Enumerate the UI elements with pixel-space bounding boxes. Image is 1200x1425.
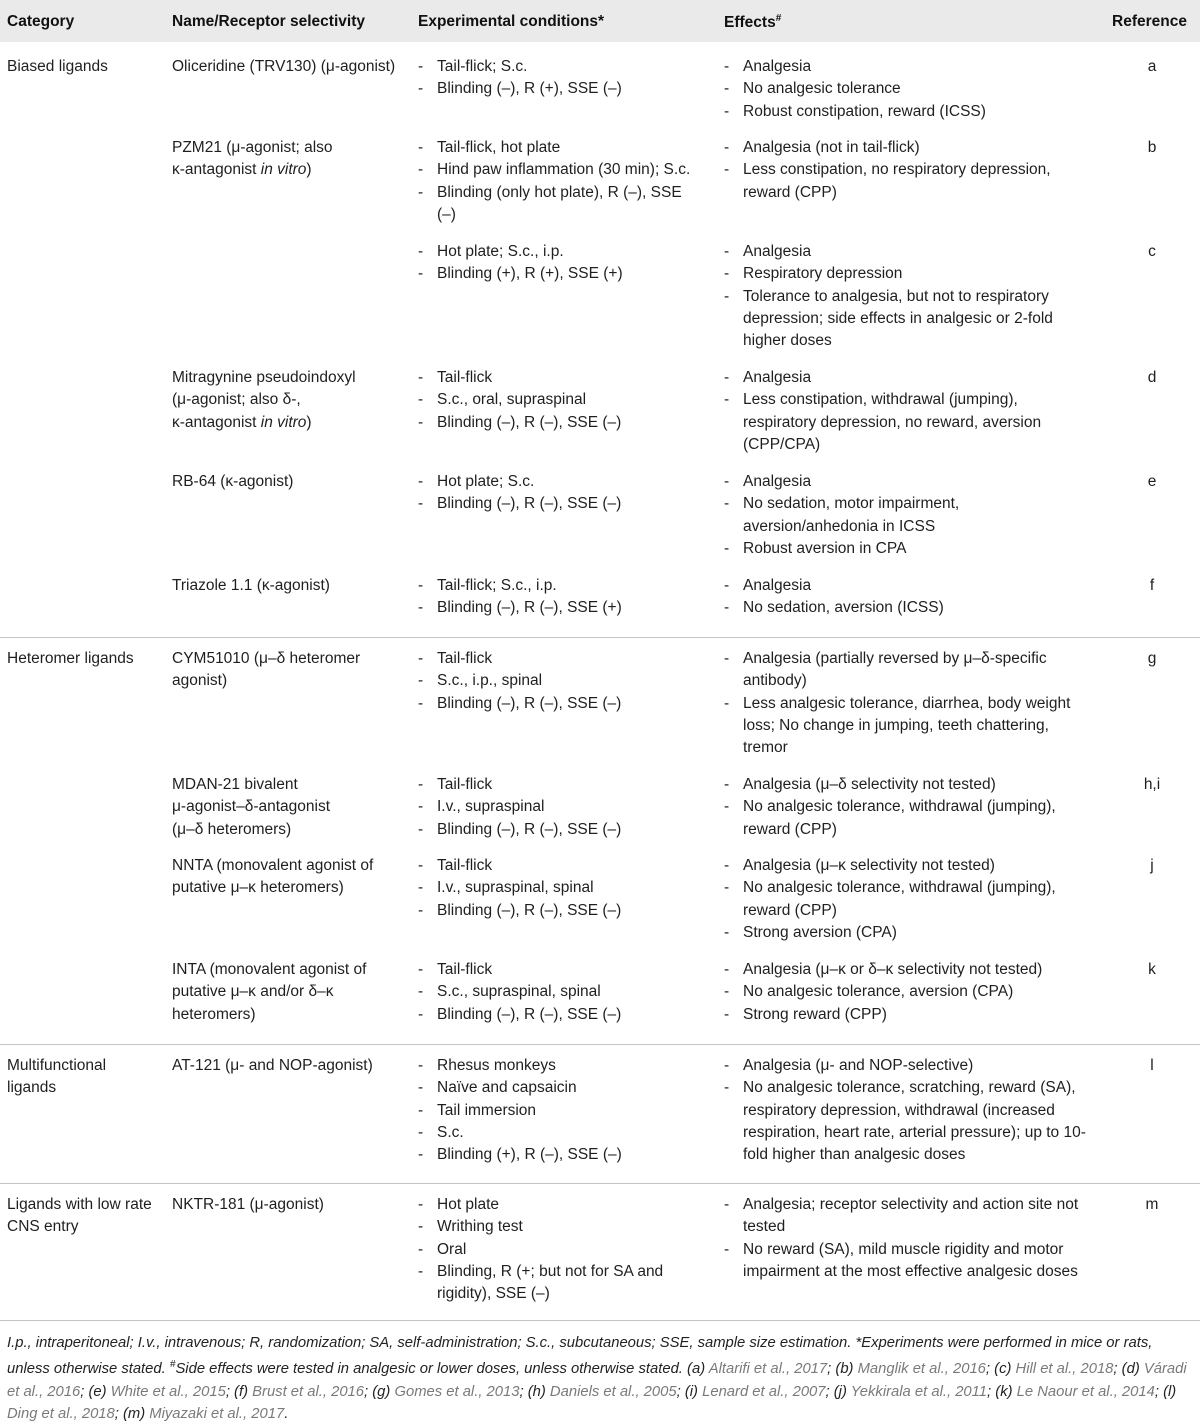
effects-cell (724, 959, 1089, 1026)
group-divider (0, 1183, 1200, 1184)
header-effects: Effects# (724, 13, 782, 32)
effect-item: - Analgesia (724, 575, 1089, 597)
effect-item: - Analgesia (724, 471, 1089, 493)
ligand-name-line: Oliceridine (TRV130) (μ-agonist) (172, 58, 396, 75)
effects-cell (724, 855, 1089, 944)
conditions-cell-list (418, 471, 703, 516)
effects-cell-list (724, 774, 1089, 841)
condition-item: - Naïve and capsaicin (418, 1077, 703, 1099)
effect-item: - Analgesia (μ- and NOP-selective) (724, 1055, 1089, 1077)
group-divider (0, 1320, 1200, 1321)
category-cell: Multifunctional ligands (7, 1057, 107, 1097)
group-divider (0, 637, 1200, 638)
conditions-cell-list (418, 648, 703, 715)
condition-item: - Tail-flick; S.c., i.p. (418, 575, 703, 597)
effects-cell-list (724, 855, 1089, 944)
footnote-citation-link[interactable]: Gomes et al., 2013 (394, 1383, 520, 1400)
ligand-name-cell (172, 648, 407, 693)
effects-cell (724, 56, 1089, 123)
header-name: Name/Receptor selectivity (172, 13, 365, 30)
ligand-name-line: Mitragynine pseudoindoxyl (172, 369, 356, 386)
effects-cell (724, 774, 1089, 841)
effect-item: - Analgesia; receptor selectivity and action site not tested (724, 1194, 1089, 1239)
condition-item: - S.c., i.p., spinal (418, 670, 703, 692)
effects-cell (724, 241, 1089, 352)
ligand-name-cell (172, 367, 407, 434)
header-reference: Reference (1112, 13, 1187, 30)
footnote-citation-link[interactable]: Ding et al., 2018 (7, 1405, 115, 1422)
ligand-name-line: CYM51010 (μ–δ heteromer (172, 650, 361, 667)
condition-item: - Hot plate (418, 1194, 703, 1216)
effect-item: - No analgesic tolerance, withdrawal (jumping), reward (CPP) (724, 796, 1089, 841)
ligand-name-cell (172, 774, 407, 841)
footnote-citation-link[interactable]: Manglik et al., 2016 (857, 1361, 986, 1378)
effect-item: - No sedation, aversion (ICSS) (724, 597, 1089, 619)
effects-cell (724, 1055, 1089, 1166)
conditions-cell (418, 471, 703, 516)
effects-cell-list (724, 959, 1089, 1026)
ligand-name-line: Triazole 1.1 (κ-agonist) (172, 577, 330, 594)
reference-cell: e (1147, 473, 1157, 490)
condition-item: - Blinding (only hot plate), R (–), SSE (–) (418, 182, 703, 227)
footnote-references: (a) Altarifi et al., 2017; (b) Manglik et al., 2016; (c) Hill et al., 2018; (d) Váradi et al., 2016; (e) White et al., 2015; (f) Brust et al., 2016; (g) Gomes et al., 2013; (h) Daniels et al., 2005; (i) Lenard et al., 2007; (j) Yekkirala et al., 2011; (k) Le Naour et al., 2014; (l) Ding et al., 2018; (m) Miyazaki et al., 2017. (7, 1361, 1187, 1422)
effect-item: - Robust aversion in CPA (724, 538, 1089, 560)
reference-cell: a (1147, 58, 1157, 75)
conditions-cell (418, 648, 703, 715)
condition-item: - S.c., supraspinal, spinal (418, 981, 703, 1003)
condition-item: - Tail-flick, hot plate (418, 137, 703, 159)
ligand-name-line: putative μ–κ heteromers) (172, 879, 344, 897)
ligand-name-cell (172, 855, 407, 900)
ligand-name-line: AT-121 (μ- and NOP-agonist) (172, 1057, 373, 1074)
footnote-citation-link[interactable]: Daniels et al., 2005 (549, 1383, 677, 1400)
reference-cell: j (1150, 857, 1154, 874)
effect-item: - Less analgesic tolerance, diarrhea, body weight loss; No change in jumping, teeth chattering, tremor (724, 693, 1089, 760)
condition-item: - Tail-flick; S.c. (418, 56, 703, 78)
category-cell: Heteromer ligands (7, 650, 134, 667)
effects-cell-list (724, 56, 1089, 123)
condition-item: - Tail-flick (418, 648, 703, 670)
conditions-cell (418, 959, 703, 1026)
condition-item: - Blinding, R (+; but not for SA and rigidity), SSE (–) (418, 1261, 703, 1306)
effects-cell (724, 575, 1089, 620)
effects-cell (724, 1194, 1089, 1283)
effects-cell-list (724, 241, 1089, 352)
conditions-cell-list (418, 241, 703, 286)
ligand-name-line: κ-antagonist in vitro) (172, 161, 312, 179)
effect-item: - Robust constipation, reward (ICSS) (724, 101, 1089, 123)
reference-cell: b (1147, 139, 1157, 156)
condition-item: - Blinding (–), R (–), SSE (+) (418, 597, 703, 619)
footnote-citation-link[interactable]: Altarifi et al., 2017 (708, 1361, 828, 1378)
condition-item: - I.v., supraspinal, spinal (418, 877, 703, 899)
ligand-name-cell (172, 959, 407, 1026)
ligand-name-line: agonist) (172, 672, 228, 690)
ligand-name-line: κ-antagonist in vitro) (172, 413, 312, 431)
reference-cell: d (1147, 369, 1157, 386)
conditions-cell (418, 1055, 703, 1166)
footnote-citation-link[interactable]: Lenard et al., 2007 (702, 1383, 826, 1400)
effects-cell (724, 137, 1089, 204)
conditions-cell (418, 137, 703, 226)
ligand-name-cell (172, 137, 407, 182)
effect-item: - Analgesia (724, 241, 1089, 263)
conditions-cell (418, 56, 703, 101)
reference-cell: k (1148, 961, 1156, 978)
effect-item: - Tolerance to analgesia, but not to respiratory depression; side effects in analgesic or 2-fold higher doses (724, 286, 1089, 353)
condition-item: - Blinding (–), R (–), SSE (–) (418, 493, 703, 515)
conditions-cell-list (418, 56, 703, 101)
effects-cell (724, 471, 1089, 560)
effects-cell (724, 367, 1089, 456)
effect-item: - No sedation, motor impairment, aversion/anhedonia in ICSS (724, 493, 1089, 538)
condition-item: - S.c. (418, 1122, 703, 1144)
effect-item: - No analgesic tolerance, scratching, reward (SA), respiratory depression, withdrawal (increased respiration, heart rate, arterial pressure); up to 10-fold higher than analgesic doses (724, 1077, 1089, 1166)
group-divider (0, 1044, 1200, 1045)
conditions-cell-list (418, 959, 703, 1026)
ligand-name-line: (μ-agonist; also δ-, (172, 391, 301, 409)
header-category: Category (7, 13, 75, 30)
reference-cell: c (1148, 243, 1156, 260)
ligand-name-line: RB-64 (κ-agonist) (172, 473, 294, 490)
condition-item: - Blinding (–), R (–), SSE (–) (418, 819, 703, 841)
category-cell: Ligands with low rate CNS entry (7, 1196, 152, 1236)
effects-cell-list (724, 471, 1089, 560)
conditions-cell (418, 1194, 703, 1305)
ligand-name-cell (172, 471, 407, 493)
footnote-citation-link[interactable]: Hill et al., 2018 (1015, 1361, 1114, 1378)
conditions-cell-list (418, 137, 703, 226)
ligand-name-cell (172, 56, 407, 78)
conditions-cell-list (418, 367, 703, 434)
effect-item: - Analgesia (μ–δ selectivity not tested) (724, 774, 1089, 796)
ligand-name-cell (172, 575, 407, 597)
reference-cell: h,i (1143, 776, 1161, 793)
conditions-cell-list (418, 1055, 703, 1166)
condition-item: - Blinding (–), R (+), SSE (–) (418, 78, 703, 100)
effect-item: - Strong reward (CPP) (724, 1004, 1089, 1026)
effect-item: - Less constipation, no respiratory depression, reward (CPP) (724, 159, 1089, 204)
footnote-citation-link[interactable]: Váradi et al., 2016 (7, 1361, 1187, 1400)
condition-item: - Blinding (–), R (–), SSE (–) (418, 412, 703, 434)
table-footnote: I.p., intraperitoneal; I.v., intravenous; R, randomization; SA, self-administration; S.c., subcutaneous; SSE, sample size estimation. *Experiments were performed in mice or rats, unless otherwise stated. #Side effects were tested in analgesic or lower doses, unless otherwise stated. (a) Altarifi et al., 2017; (b) Manglik et al., 2016; (c) Hill et al., 2018; (d) Váradi et al., 2016; (e) White et al., 2015; (f) Brust et al., 2016; (g) Gomes et al., 2013; (h) Daniels et al., 2005; (i) Lenard et al., 2007; (j) Yekkirala et al., 2011; (k) Le Naour et al., 2014; (l) Ding et al., 2018; (m) Miyazaki et al., 2017. (7, 1335, 1187, 1422)
condition-item: - Tail-flick (418, 855, 703, 877)
footnote-citation-link[interactable]: Yekkirala et al., 2011 (850, 1383, 988, 1400)
condition-item: - Hot plate; S.c. (418, 471, 703, 493)
reference-cell: g (1147, 650, 1157, 667)
effect-item: - No analgesic tolerance (724, 78, 1089, 100)
effects-cell (724, 648, 1089, 759)
condition-item: - Rhesus monkeys (418, 1055, 703, 1077)
ligand-name-line: NNTA (monovalent agonist of (172, 857, 374, 874)
footnote-citation-link[interactable]: Brust et al., 2016 (252, 1383, 365, 1400)
effect-item: - Analgesia (partially reversed by μ–δ-specific antibody) (724, 648, 1089, 693)
effects-cell-list (724, 1194, 1089, 1283)
effects-cell-list (724, 367, 1089, 456)
effect-item: - Analgesia (μ–κ or δ–κ selectivity not tested) (724, 959, 1089, 981)
condition-item: - Hot plate; S.c., i.p. (418, 241, 703, 263)
reference-cell: m (1145, 1196, 1159, 1213)
footnote-abbrev: I.p., intraperitoneal; I.v., intravenous; R, randomization; SA, self-administration; S.c., subcutaneous; SSE, sample size estimation. *Experiments were performed in mice or rats, unless otherwise stated. (7, 1335, 1153, 1378)
effect-item: - Less constipation, withdrawal (jumping), respiratory depression, no reward, aversion (CPP/CPA) (724, 389, 1089, 456)
effect-item: - Respiratory depression (724, 263, 1089, 285)
effects-cell-list (724, 648, 1089, 759)
table-header (0, 0, 1200, 42)
conditions-cell (418, 774, 703, 841)
conditions-cell (418, 855, 703, 922)
effects-cell-list (724, 1055, 1089, 1166)
ligand-name-line: NKTR-181 (μ-agonist) (172, 1196, 324, 1213)
condition-item: - Blinding (+), R (–), SSE (–) (418, 1144, 703, 1166)
condition-item: - Tail-flick (418, 959, 703, 981)
effect-item: - No analgesic tolerance, aversion (CPA) (724, 981, 1089, 1003)
footnote-citation-link[interactable]: Miyazaki et al., 2017 (149, 1405, 285, 1422)
reference-cell: l (1150, 1057, 1154, 1074)
condition-item: - Tail-flick (418, 774, 703, 796)
ligand-name-cell (172, 1194, 407, 1216)
footnote-citation-link[interactable]: White et al., 2015 (110, 1383, 226, 1400)
effects-cell-list (724, 137, 1089, 204)
conditions-cell-list (418, 575, 703, 620)
effect-item: - Analgesia (not in tail-flick) (724, 137, 1089, 159)
ligand-name-cell (172, 1055, 407, 1077)
conditions-cell-list (418, 774, 703, 841)
effect-item: - Strong aversion (CPA) (724, 922, 1089, 944)
condition-item: - Hind paw inflammation (30 min); S.c. (418, 159, 703, 181)
condition-item: - Oral (418, 1239, 703, 1261)
effect-item: - No reward (SA), mild muscle rigidity and motor impairment at the most effective analgesic doses (724, 1239, 1089, 1284)
effect-item: - No analgesic tolerance, withdrawal (jumping), reward (CPP) (724, 877, 1089, 922)
footnote-side-effects: Side effects were tested in analgesic or lower doses, unless otherwise stated. (175, 1361, 683, 1378)
condition-item: - Blinding (+), R (+), SSE (+) (418, 263, 703, 285)
conditions-cell (418, 367, 703, 434)
reference-cell: f (1149, 577, 1155, 594)
condition-item: - I.v., supraspinal (418, 796, 703, 818)
ligand-name-line: putative μ–κ and/or δ–κ (172, 983, 334, 1001)
effect-item: - Analgesia (724, 56, 1089, 78)
effect-item: - Analgesia (μ–κ selectivity not tested) (724, 855, 1089, 877)
condition-item: - Tail-flick (418, 367, 703, 389)
condition-item: - Tail immersion (418, 1100, 703, 1122)
effects-cell-list (724, 575, 1089, 620)
ligand-name-line: heteromers) (172, 1005, 256, 1023)
conditions-cell-list (418, 855, 703, 922)
condition-item: - Blinding (–), R (–), SSE (–) (418, 693, 703, 715)
ligand-name-line: INTA (monovalent agonist of (172, 961, 367, 978)
condition-item: - Writhing test (418, 1216, 703, 1238)
header-conditions: Experimental conditions* (418, 13, 605, 30)
condition-item: - Blinding (–), R (–), SSE (–) (418, 1004, 703, 1026)
ligand-name-line: μ-agonist–δ-antagonist (172, 798, 331, 816)
condition-item: - Blinding (–), R (–), SSE (–) (418, 900, 703, 922)
ligand-name-line: MDAN-21 bivalent (172, 776, 298, 793)
ligand-name-line: (μ–δ heteromers) (172, 820, 292, 838)
conditions-cell-list (418, 1194, 703, 1305)
category-cell: Biased ligands (7, 58, 108, 75)
ligand-name-line: PZM21 (μ-agonist; also (172, 139, 333, 156)
effect-item: - Analgesia (724, 367, 1089, 389)
conditions-cell (418, 575, 703, 620)
footnote-citation-link[interactable]: Le Naour et al., 2014 (1016, 1383, 1155, 1400)
condition-item: - S.c., oral, supraspinal (418, 389, 703, 411)
conditions-cell (418, 241, 703, 286)
